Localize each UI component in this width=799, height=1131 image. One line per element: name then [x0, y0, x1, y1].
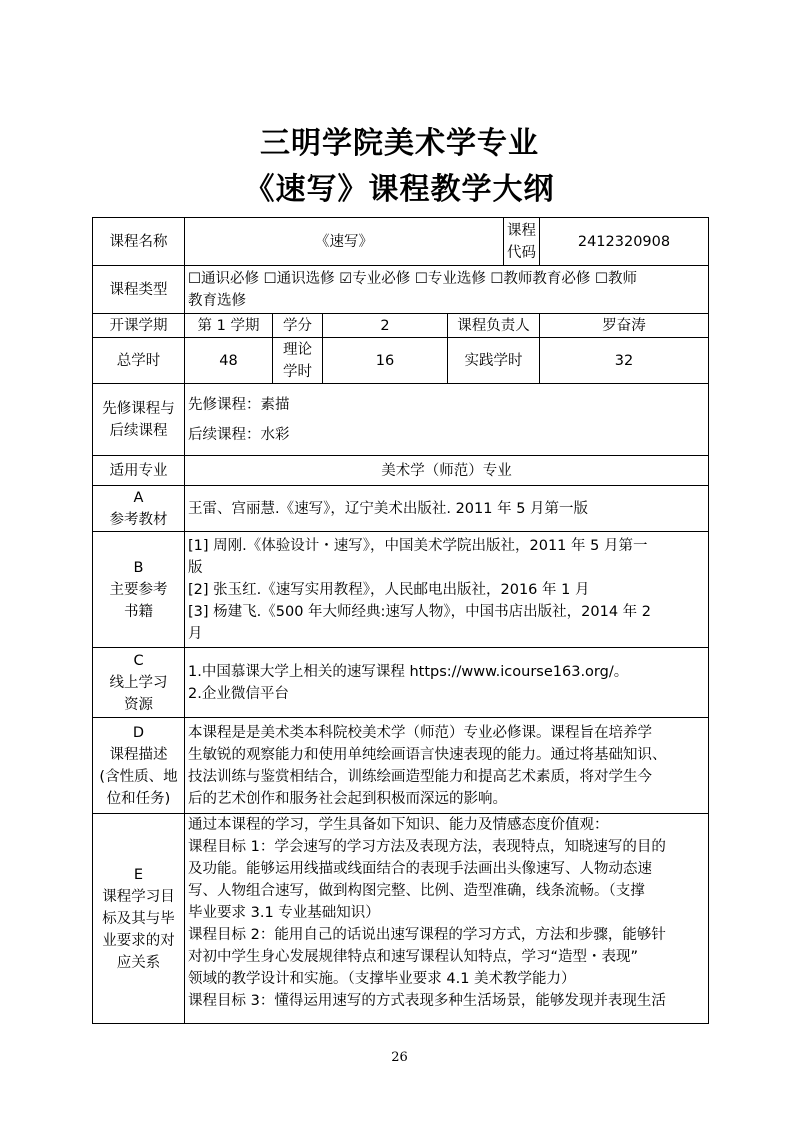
practice-hours-value: 32: [540, 338, 709, 384]
objective-line: 课程目标 1：学会速写的学习方法及表现方法，表现特点，知晓速写的目的: [188, 839, 666, 855]
objectives-label-line5: 应关系: [116, 954, 161, 971]
online-label-line3: 资源: [124, 696, 153, 713]
total-hours-label: 总学时: [93, 338, 185, 384]
course-code-value: 2412320908: [540, 218, 709, 266]
objectives-label-line2: 课程学习目: [102, 888, 175, 905]
course-name-label: 课程名称: [93, 218, 185, 266]
refs-content: [185, 532, 709, 648]
description-label-line3: (含性质、地: [99, 768, 178, 785]
objectives-label-line3: 标及其与毕: [102, 910, 175, 927]
objectives-label-line4: 业要求的对: [102, 932, 175, 949]
theory-hours-label: [273, 338, 323, 384]
description-content: [185, 718, 709, 814]
course-type-options: [185, 266, 709, 314]
followup-line: 后续课程：水彩: [188, 426, 290, 443]
credits-value: 2: [323, 314, 448, 338]
semester-label: 开课学期: [93, 314, 185, 338]
course-name-value: 《速写》: [185, 218, 504, 266]
ref-line: 版: [188, 559, 203, 576]
practice-hours-label: 实践学时: [448, 338, 540, 384]
description-line: 本课程是是美术类本科院校美术学（师范）专业必修课。课程旨在培养学: [188, 724, 652, 741]
responsible-label: 课程负责人: [448, 314, 540, 338]
objectives-label-line1: E: [133, 866, 144, 883]
online-line: 2.企业微信平台: [188, 685, 289, 702]
prereq-content: [185, 384, 709, 456]
title-line-1: 三明学院美术学专业: [260, 126, 539, 161]
course-code-label-line2: 代码: [507, 244, 536, 261]
refs-label-line1: B: [133, 559, 144, 576]
description-line: 后的艺术创作和服务社会起到积极而深远的影响。: [188, 790, 507, 807]
semester-value: 第 1 学期: [185, 314, 273, 338]
responsible-value: 罗奋涛: [540, 314, 709, 338]
objective-line: 领域的教学设计和实施。（支撑毕业要求 4.1 美术教学能力）: [188, 971, 576, 987]
refs-label: [93, 532, 185, 648]
description-line: 生敏锐的观察能力和使用单纯绘画语言快速表现的能力。通过将基础知识、: [188, 746, 667, 763]
prereq-line: 先修课程：素描: [188, 396, 290, 413]
prereq-label: [93, 384, 185, 456]
textbook-value: 王雷、宫丽慧.《速写》，辽宁美术出版社. 2011 年 5 月第一版: [185, 486, 709, 532]
objective-line: 课程目标 3：懂得运用速写的方式表现多种生活场景，能够发现并表现生活: [188, 993, 666, 1009]
objectives-label: [93, 814, 185, 1024]
ref-line: [2] 张玉红.《速写实用教程》，人民邮电出版社，2016 年 1 月: [188, 581, 590, 598]
description-label-line1: D: [132, 724, 145, 741]
theory-hours-value: 16: [323, 338, 448, 384]
ref-line: [1] 周刚.《体验设计・速写》，中国美术学院出版社，2011 年 5 月第一: [188, 537, 648, 554]
total-hours-value: 48: [185, 338, 273, 384]
textbook-label-line2: 参考教材: [109, 511, 168, 528]
online-content: [185, 648, 709, 718]
objective-line: 毕业要求 3.1 专业基础知识）: [188, 905, 380, 921]
description-label: [93, 718, 185, 814]
objective-line: 对初中学生身心发展规律特点和速写课程认知特点，学习“造型・表现”: [188, 949, 639, 965]
prereq-label-line2: 后续课程: [109, 422, 168, 439]
objective-line: 及功能。能够运用线描或线面结合的表现手法画出头像速写、人物动态速: [188, 861, 652, 877]
ref-line: [3] 杨建飞.《500 年大师经典:速写人物》，中国书店出版社，2014 年 2: [188, 603, 652, 620]
ref-line: 月: [188, 625, 203, 642]
course-type-line1: ☐通识必修 ☐通识选修 ☑专业必修 ☐专业选修 ☐教师教育必修 ☐教师: [188, 270, 638, 287]
course-code-label: [504, 218, 540, 266]
course-type-label: 课程类型: [93, 266, 185, 314]
description-label-line2: 课程描述: [109, 746, 168, 763]
syllabus-table: [92, 217, 709, 1024]
description-line: 技法训练与鉴赏相结合，训练绘画造型能力和提高艺术素质，将对学生今: [188, 768, 652, 785]
theory-hours-label-line1: 理论: [283, 341, 312, 358]
objective-line: 写、人物组合速写，做到构图完整、比例、造型准确，线条流畅。（支撑: [188, 883, 645, 899]
course-type-line2: 教育选修: [188, 292, 246, 309]
objective-line: 通过本课程的学习，学生具备如下知识、能力及情感态度价值观：: [188, 817, 609, 833]
course-code-label-line1: 课程: [507, 222, 536, 239]
textbook-label-line1: A: [133, 489, 144, 506]
objectives-content: [185, 814, 709, 1024]
title-line-2: 《速写》课程教学大纲: [244, 172, 555, 207]
online-label-line2: 线上学习: [109, 674, 168, 691]
online-line: 1.中国慕课大学上相关的速写课程 https://www.icourse163.org/。: [188, 663, 629, 680]
major-value: 美术学（师范）专业: [185, 456, 709, 486]
textbook-label: [93, 486, 185, 532]
description-label-line4: 位和任务): [106, 790, 171, 807]
online-label-line1: C: [133, 652, 144, 669]
objective-line: 课程目标 2：能用自己的话说出速写课程的学习方式，方法和步骤，能够针: [188, 927, 666, 943]
page-number: 26: [391, 1050, 408, 1065]
theory-hours-label-line2: 学时: [283, 363, 312, 380]
refs-label-line2: 主要参考: [109, 581, 168, 598]
credits-label: 学分: [273, 314, 323, 338]
major-label: 适用专业: [93, 456, 185, 486]
refs-label-line3: 书籍: [124, 603, 153, 620]
online-label: [93, 648, 185, 718]
prereq-label-line1: 先修课程与: [102, 400, 175, 417]
